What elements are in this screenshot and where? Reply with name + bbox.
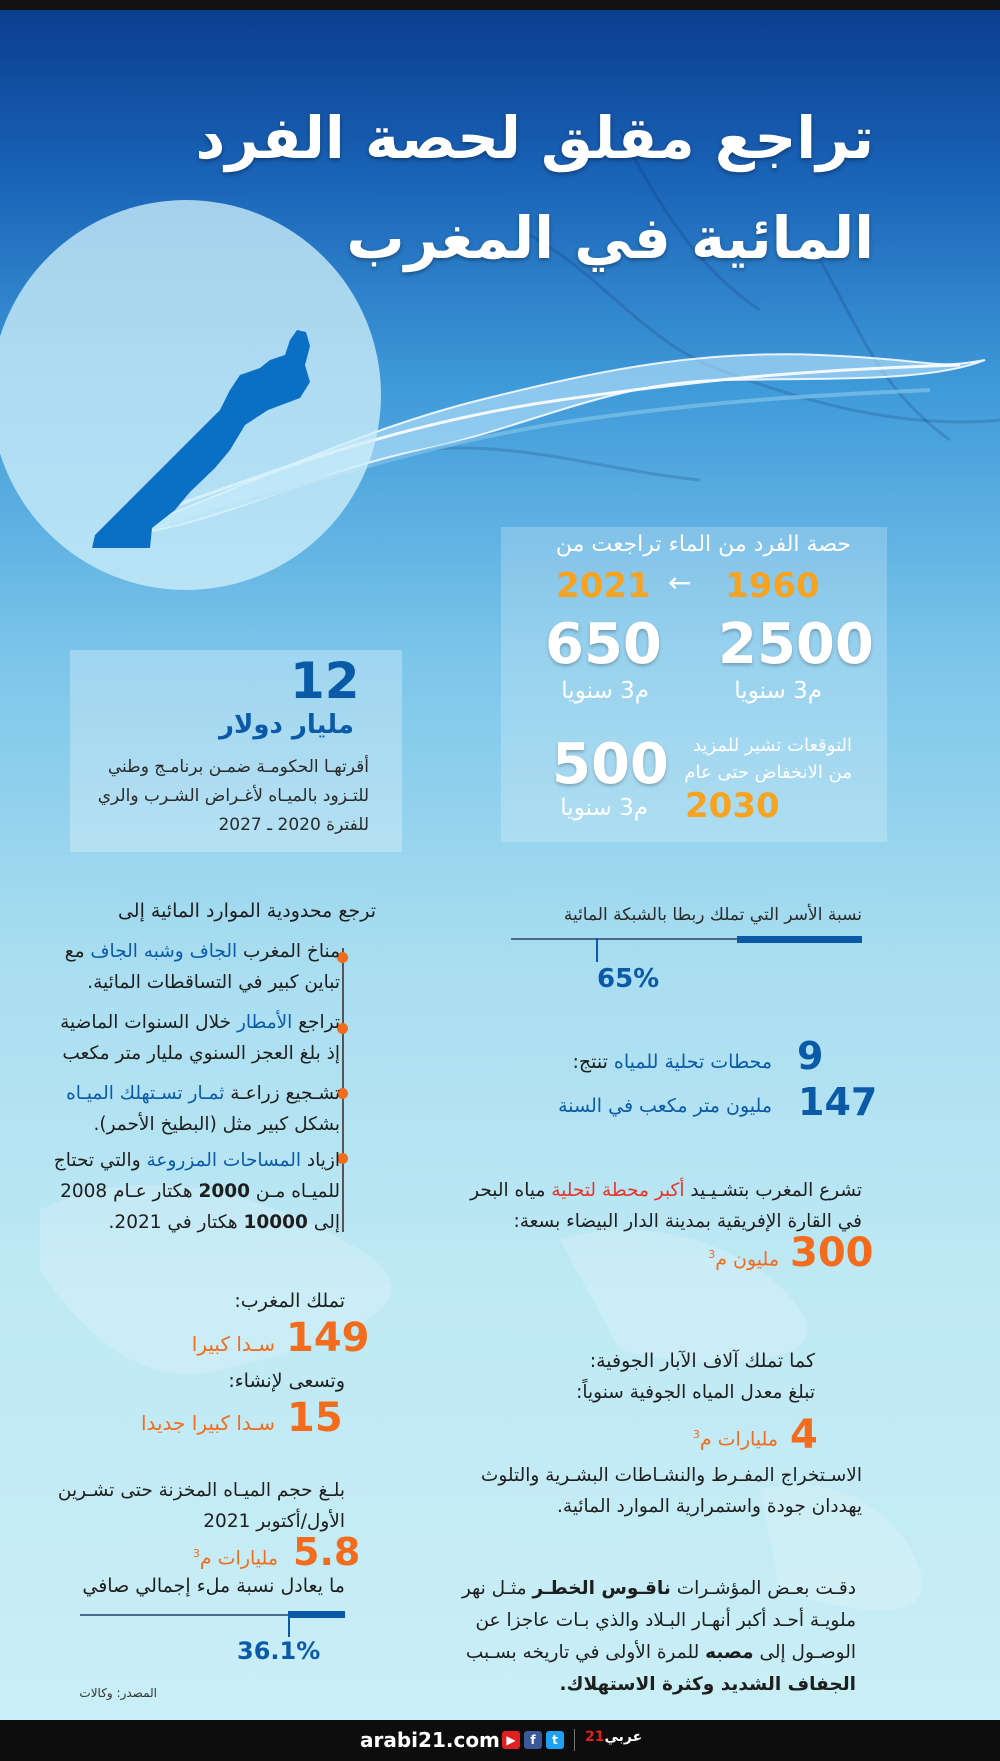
- youtube-icon[interactable]: ▶: [502, 1731, 520, 1749]
- storage-unit: مليارات م$^3$: [192, 1547, 278, 1570]
- budget-line-3: للفترة 2020 ـ 2027: [218, 815, 369, 835]
- storage-text: [58, 1475, 345, 1537]
- title-line-1: تراجع مقلق لحصة الفرد: [195, 104, 874, 172]
- network-marker: [596, 938, 598, 962]
- network-label: نسبة الأسر التي تملك ربطا بالشبكة المائية: [563, 905, 862, 925]
- plant-text-c: مياه البحر: [470, 1180, 552, 1201]
- moulouya-text-3c: للمرة الأولى في تاريخه بسـبب: [465, 1642, 706, 1663]
- moulouya-highlight-2: مصبه: [705, 1642, 754, 1663]
- limit-3-line-2: بشكل كبير مثل (البطيخ الأحمر).: [93, 1114, 340, 1135]
- groundwater-threat: [481, 1460, 862, 1522]
- source-note: المصدر: وكالات: [79, 1686, 157, 1700]
- plant-line-2: في القارة الإفريقية بمدينة الدار البيضاء بسعة:: [513, 1211, 862, 1232]
- year-from: 1960: [725, 566, 820, 606]
- dams-count: 149: [286, 1315, 370, 1361]
- limit-item-3: [66, 1078, 340, 1140]
- storage-ratio: 36.1%: [237, 1637, 321, 1665]
- limit-2-line-2: إذ بلغ العجز السنوي مليار متر مكعب: [62, 1043, 340, 1064]
- limit-4-text-c: والتي تحتاج: [53, 1150, 147, 1171]
- groundwater-heading: كما تملك آلاف الآبار الجوفية:: [589, 1350, 815, 1372]
- plant-unit-text: مليون م: [715, 1248, 779, 1271]
- groundwater-line: تبلغ معدل المياه الجوفية سنوياً:: [576, 1382, 815, 1403]
- forecast-unit: م3 سنويا: [560, 795, 648, 821]
- moulouya-line-4: الجفاف الشديد وكثرة الاستهلاك.: [559, 1674, 856, 1695]
- limit-4-value-10000: 10000: [243, 1212, 308, 1233]
- limit-item-2: [60, 1007, 340, 1069]
- limit-3-highlight: ثمـار تسـتهلك الميـاه: [66, 1083, 225, 1104]
- groundwater-unit: مليارات م$^3$: [692, 1428, 778, 1451]
- moulouya-highlight-1: ناقـوس الخطـر: [532, 1578, 671, 1599]
- facebook-icon[interactable]: f: [524, 1731, 542, 1749]
- dams-label: سـدا كبيرا: [191, 1332, 275, 1356]
- plant-text: [470, 1175, 862, 1237]
- storage-unit-text: مليارات م: [199, 1547, 278, 1570]
- storage-line-2: الأول/أكتوبر 2021: [203, 1511, 345, 1532]
- storage-marker: [288, 1613, 290, 1637]
- plant-text-a: تشرع المغرب بتشـيـيد: [684, 1180, 862, 1201]
- budget-number: 12: [290, 652, 360, 710]
- title-line-2: المائية في المغرب: [346, 204, 874, 272]
- dams-heading-2: وتسعى لإنشاء:: [228, 1370, 345, 1392]
- limit-item-1: [65, 936, 340, 998]
- desal-count-label: محطات تحلية للمياه: [613, 1051, 772, 1073]
- forecast-line-1: التوقعات تشير للمزيد: [692, 735, 852, 756]
- background: [0, 10, 1000, 1720]
- desal-count-text: [572, 1051, 772, 1073]
- limit-4-text-3a: إلى: [307, 1212, 340, 1233]
- map-circle: [0, 200, 381, 590]
- desal-volume: 147: [798, 1080, 878, 1124]
- limit-4-value-2000: 2000: [198, 1181, 251, 1202]
- value-from: 2500: [718, 612, 874, 677]
- budget-line-2: للتـزود بالميـاه لأغـراض الشـرب والري: [97, 786, 369, 806]
- forecast-value: 500: [552, 732, 669, 797]
- limit-4-text-a: ازياد: [301, 1150, 340, 1171]
- groundwater-value: 4: [790, 1412, 818, 1458]
- forecast-text: [684, 732, 852, 786]
- limit-1-text-c: مع: [64, 941, 91, 962]
- moulouya-text-c: مثـل نهر: [461, 1578, 533, 1599]
- limit-item-4: [54, 1145, 340, 1238]
- plant-value: 300: [790, 1230, 874, 1276]
- site-link[interactable]: arabi21.com: [360, 1728, 500, 1752]
- plant-unit: مليون م$^3$: [708, 1248, 779, 1271]
- limits-heading: ترجع محدودية الموارد المائية إلى: [117, 900, 376, 922]
- dams-heading: تملك المغرب:: [234, 1290, 345, 1312]
- desal-count-suffix: تنتج:: [572, 1051, 614, 1073]
- budget-label: مليار دولار: [219, 710, 354, 740]
- dams-label-2: سـدا كبيرا جديدا: [140, 1411, 275, 1435]
- value-to: 650: [545, 612, 662, 677]
- unit-to: م3 سنويا: [561, 678, 649, 704]
- network-value: 65%: [597, 964, 660, 994]
- limit-2-text-c: خلال السنوات الماضية: [60, 1012, 237, 1033]
- desal-volume-label: مليون متر مكعب في السنة: [558, 1095, 772, 1117]
- brand-name: عربي: [604, 1729, 643, 1745]
- limit-2-highlight: الأمطار: [236, 1012, 293, 1033]
- storage-ratio-label: ما يعادل نسبة ملء إجمالي صافي: [82, 1575, 345, 1597]
- forecast-year: 2030: [685, 786, 780, 826]
- dams-count-2: 15: [287, 1395, 343, 1441]
- limit-1-highlight: الجاف وشبه الجاف: [90, 941, 238, 962]
- brand-logo[interactable]: [585, 1729, 642, 1745]
- storage-line-1: بلـغ حجم الميـاه المخزنة حتى تشـرين: [57, 1480, 345, 1501]
- limit-2-text-a: تراجع: [292, 1012, 340, 1033]
- brand-number: 21: [585, 1729, 605, 1745]
- year-to: 2021: [556, 566, 651, 606]
- budget-text: [69, 753, 369, 840]
- share-heading: حصة الفرد من الماء تراجعت من: [555, 532, 851, 557]
- twitter-icon[interactable]: t: [546, 1731, 564, 1749]
- plant-highlight: أكبر محطة لتحلية: [551, 1180, 685, 1201]
- unit-from: م3 سنويا: [734, 678, 822, 704]
- storage-fill-bar: [288, 1611, 345, 1618]
- limit-4-text-2c: هكتار عـام 2008: [60, 1181, 199, 1202]
- limit-4-text-2a: للميـاه مـن: [250, 1181, 340, 1202]
- desal-count: 9: [797, 1034, 824, 1078]
- groundwater-threat-1: الاسـتخراج المفـرط والنشـاطات البشـرية والتلوث: [480, 1465, 862, 1486]
- forecast-line-2: من الانخفاض حتى عام: [684, 762, 852, 783]
- groundwater-unit-text: مليارات م: [699, 1428, 778, 1451]
- footer-divider: [574, 1729, 575, 1751]
- moulouya-text: [462, 1573, 856, 1701]
- limit-3-text-a: تشـجيع زراعـة: [224, 1083, 340, 1104]
- limit-4-highlight: المساحات المزروعة: [146, 1150, 302, 1171]
- moulouya-text-a: دقـت بعـض المؤشـرات: [670, 1578, 856, 1599]
- limit-1-text-a: مناخ المغرب: [237, 941, 340, 962]
- network-fill-bar: [737, 936, 862, 943]
- limit-1-line-2: تباين كبير في التساقطات المائية.: [87, 972, 340, 993]
- moulouya-line-2: ملويـة أحـد أكبر أنهـار البـلاد والذي بـات عاجزا عن: [475, 1610, 856, 1631]
- footer-bar: [0, 1720, 1000, 1761]
- storage-value: 5.8: [293, 1530, 361, 1574]
- limit-4-text-3c: هكتار في 2021.: [108, 1212, 244, 1233]
- budget-line-1: أقرتهـا الحكومـة ضمـن برنامـج وطني: [107, 757, 369, 777]
- moulouya-text-3a: الوصـول إلى: [753, 1642, 856, 1663]
- arrow-left-icon: ←: [668, 566, 692, 599]
- groundwater-threat-2: يهددان جودة واستمرارية الموارد المائية.: [557, 1496, 862, 1517]
